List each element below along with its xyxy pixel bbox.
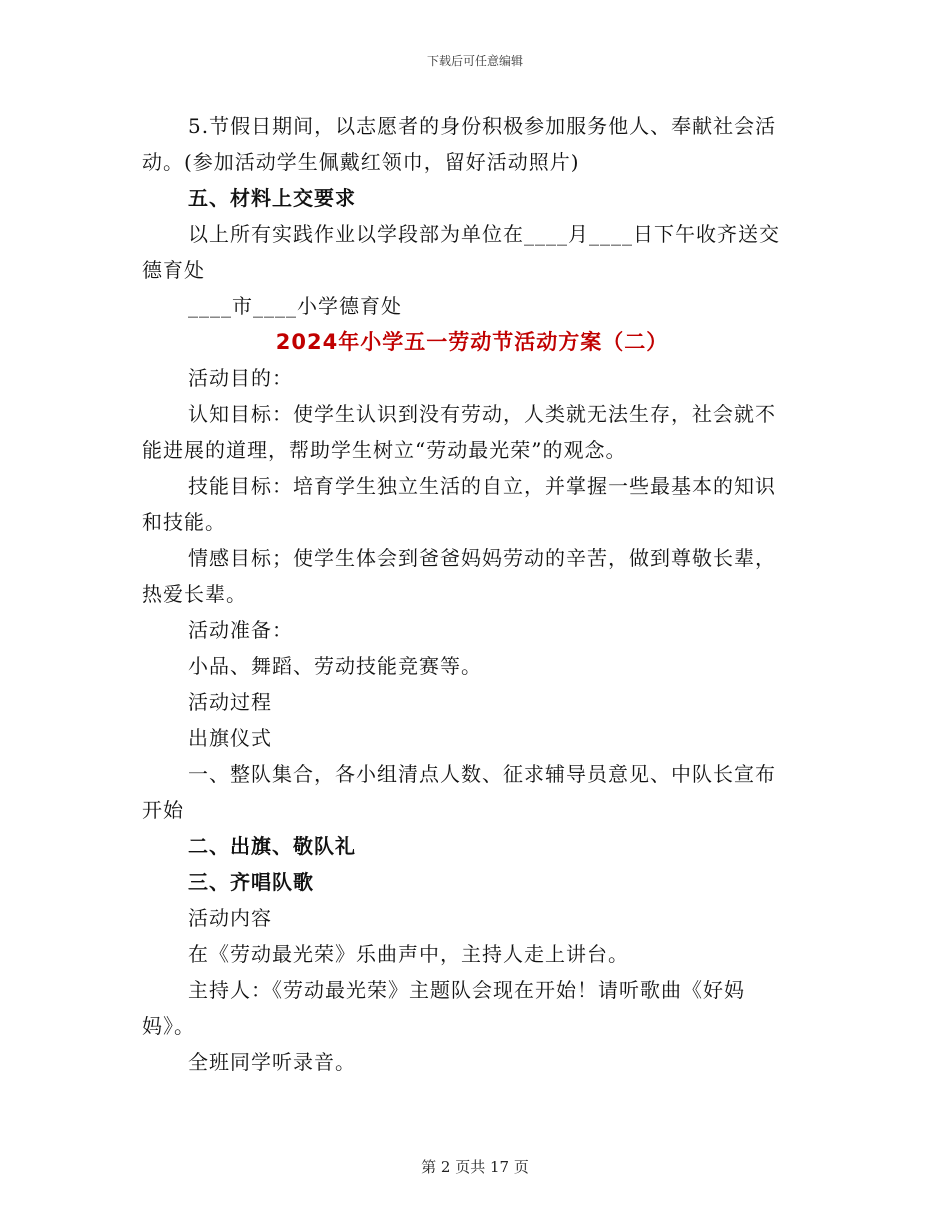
paragraph-line: ____市____小学德育处 bbox=[188, 294, 402, 318]
paragraph-line: 和技能。 bbox=[142, 510, 226, 534]
paragraph-line: 5.节假日期间，以志愿者的身份积极参加服务他人、奉献社会活 bbox=[188, 114, 777, 138]
paragraph-line: 活动准备： bbox=[188, 618, 293, 642]
paragraph-line: 一、整队集合，各小组清点人数、征求辅导员意见、中队长宣布 bbox=[188, 762, 776, 786]
section-heading: 二、出旗、敬队礼 bbox=[188, 834, 356, 858]
paragraph-line: 妈》。 bbox=[142, 1014, 195, 1038]
paragraph-line: 认知目标：使学生认识到没有劳动，人类就无法生存，社会就不 bbox=[188, 402, 776, 426]
paragraph-line: 热爱长辈。 bbox=[142, 582, 247, 606]
paragraph-line: 情感目标；使学生体会到爸爸妈妈劳动的辛苦，做到尊敬长辈， bbox=[188, 546, 776, 570]
paragraph-line: 在《劳动最光荣》乐曲声中，主持人走上讲台。 bbox=[188, 942, 629, 966]
paragraph-line: 活动内容 bbox=[188, 906, 272, 930]
paragraph-line: 主持人：《劳动最光荣》主题队会现在开始！请听歌曲《好妈 bbox=[188, 978, 745, 1002]
paragraph-line: 开始 bbox=[142, 798, 184, 822]
page-footer: 第 2 页共 17 页 bbox=[421, 1158, 529, 1176]
paragraph-line: 活动目的： bbox=[188, 366, 293, 390]
paragraph-line: 出旗仪式 bbox=[188, 726, 272, 750]
paragraph-line: 德育处 bbox=[142, 258, 205, 282]
paragraph-line: 小品、舞蹈、劳动技能竞赛等。 bbox=[188, 654, 482, 678]
document-body bbox=[142, 108, 802, 1080]
paragraph-line: 全班同学听录音。 bbox=[188, 1050, 356, 1074]
section-heading: 五、材料上交要求 bbox=[188, 186, 356, 210]
paragraph-line: 技能目标：培育学生独立生活的自立，并掌握一些最基本的知识 bbox=[188, 474, 776, 498]
section-heading: 三、齐唱队歌 bbox=[188, 870, 314, 894]
paragraph-line: 以上所有实践作业以学段部为单位在____月____日下午收齐送交 bbox=[188, 222, 780, 246]
document-title: 2024年小学五一劳动节活动方案（二） bbox=[275, 330, 669, 354]
paragraph-line: 活动过程 bbox=[188, 690, 272, 714]
paragraph-line: 动。(参加活动学生佩戴红领巾，留好活动照片) bbox=[142, 150, 580, 174]
page-header: 下载后可任意编辑 bbox=[426, 54, 523, 68]
paragraph-line: 能进展的道理，帮助学生树立“劳动最光荣”的观念。 bbox=[142, 438, 627, 462]
